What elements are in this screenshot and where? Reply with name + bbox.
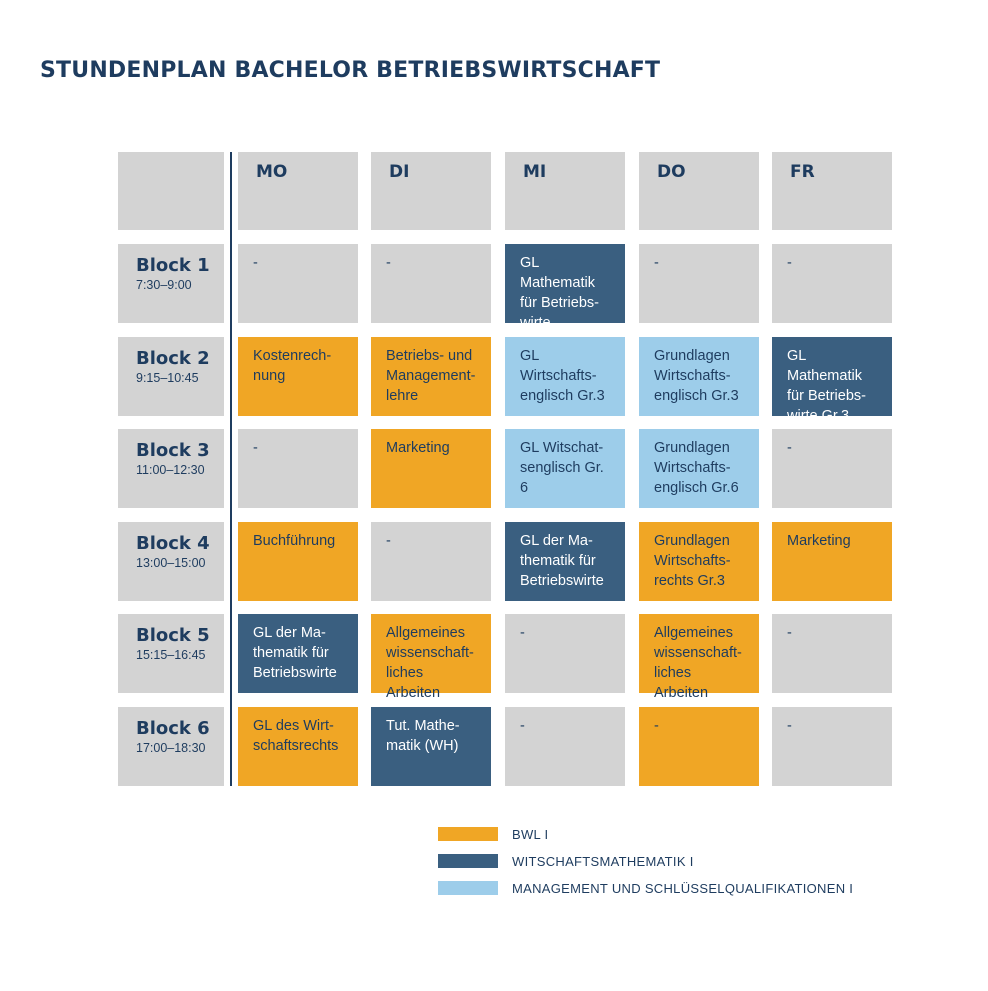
course-cell-block5-fr: - [772,614,892,693]
course-cell-block1-mi: GL Mathematik für Betriebs- wirte [505,244,625,323]
legend-swatch [438,881,498,895]
legend-item-math [438,854,694,868]
course-cell-block4-mo: Buchführung [238,522,358,601]
course-cell-block6-mo: GL des Wirt- schaftsrechts [238,707,358,786]
day-header-fr: FR [772,152,892,230]
block-name: Block 6 [136,718,210,739]
block-name: Block 4 [136,533,210,554]
course-cell-block4-mi: GL der Ma- thematik für Betriebswirte [505,522,625,601]
block-name: Block 3 [136,440,210,461]
block-header-5 [118,614,224,693]
course-cell-block4-di: - [371,522,491,601]
course-cell-block6-di: Tut. Mathe- matik (WH) [371,707,491,786]
course-cell-block3-fr: - [772,429,892,508]
course-cell-block2-do: Grundlagen Wirtschafts- englisch Gr.3 [639,337,759,416]
course-cell-block5-mo: GL der Ma- thematik für Betriebswirte [238,614,358,693]
course-cell-block1-mo: - [238,244,358,323]
course-cell-block5-di: Allgemeines wissenschaft- liches Arbeiten [371,614,491,693]
day-header-mo: MO [238,152,358,230]
course-cell-block3-di: Marketing [371,429,491,508]
block-header-1 [118,244,224,323]
block-time: 11:00–12:30 [136,463,205,477]
course-cell-block5-mi: - [505,614,625,693]
day-header-mi: MI [505,152,625,230]
course-cell-block3-mi: GL Witschat- senglisch Gr. 6 [505,429,625,508]
block-name: Block 2 [136,348,210,369]
day-header-do: DO [639,152,759,230]
legend-label: MANAGEMENT UND SCHLÜSSELQUALIFIKATIONEN I [512,880,854,896]
legend-label: WITSCHAFTSMATHEMATIK I [512,853,694,869]
block-time: 15:15–16:45 [136,648,206,662]
block-header-4 [118,522,224,601]
legend-swatch [438,827,498,841]
block-name: Block 1 [136,255,210,276]
legend-item-management [438,881,853,895]
page-title: STUNDENPLAN BACHELOR BETRIEBSWIRTSCHAFT [40,58,661,83]
course-cell-block2-fr: GL Mathematik für Betriebs- wirte Gr.3 [772,337,892,416]
course-cell-block6-fr: - [772,707,892,786]
block-name: Block 5 [136,625,210,646]
block-header-3 [118,429,224,508]
course-cell-block2-mi: GL Wirtschafts- englisch Gr.3 [505,337,625,416]
day-header-di: DI [371,152,491,230]
course-cell-block4-do: Grundlagen Wirtschafts- rechts Gr.3 [639,522,759,601]
course-cell-block2-di: Betriebs- und Management- lehre [371,337,491,416]
course-cell-block6-do: - [639,707,759,786]
block-time: 9:15–10:45 [136,371,199,385]
course-cell-block2-mo: Kostenrech- nung [238,337,358,416]
column-divider [230,152,232,786]
legend-label: BWL I [512,826,549,842]
block-time: 13:00–15:00 [136,556,206,570]
block-header-6 [118,707,224,786]
course-cell-block3-mo: - [238,429,358,508]
course-cell-block5-do: Allgemeines wissenschaft- liches Arbeiten [639,614,759,693]
course-cell-block4-fr: Marketing [772,522,892,601]
course-cell-block1-do: - [639,244,759,323]
block-time: 17:00–18:30 [136,741,206,755]
course-cell-block3-do: Grundlagen Wirtschafts- englisch Gr.6 [639,429,759,508]
block-time: 7:30–9:00 [136,278,192,292]
course-cell-block1-fr: - [772,244,892,323]
block-header-2 [118,337,224,416]
legend-item-bwl [438,827,548,841]
legend-swatch [438,854,498,868]
course-cell-block1-di: - [371,244,491,323]
corner-cell [118,152,224,230]
course-cell-block6-mi: - [505,707,625,786]
